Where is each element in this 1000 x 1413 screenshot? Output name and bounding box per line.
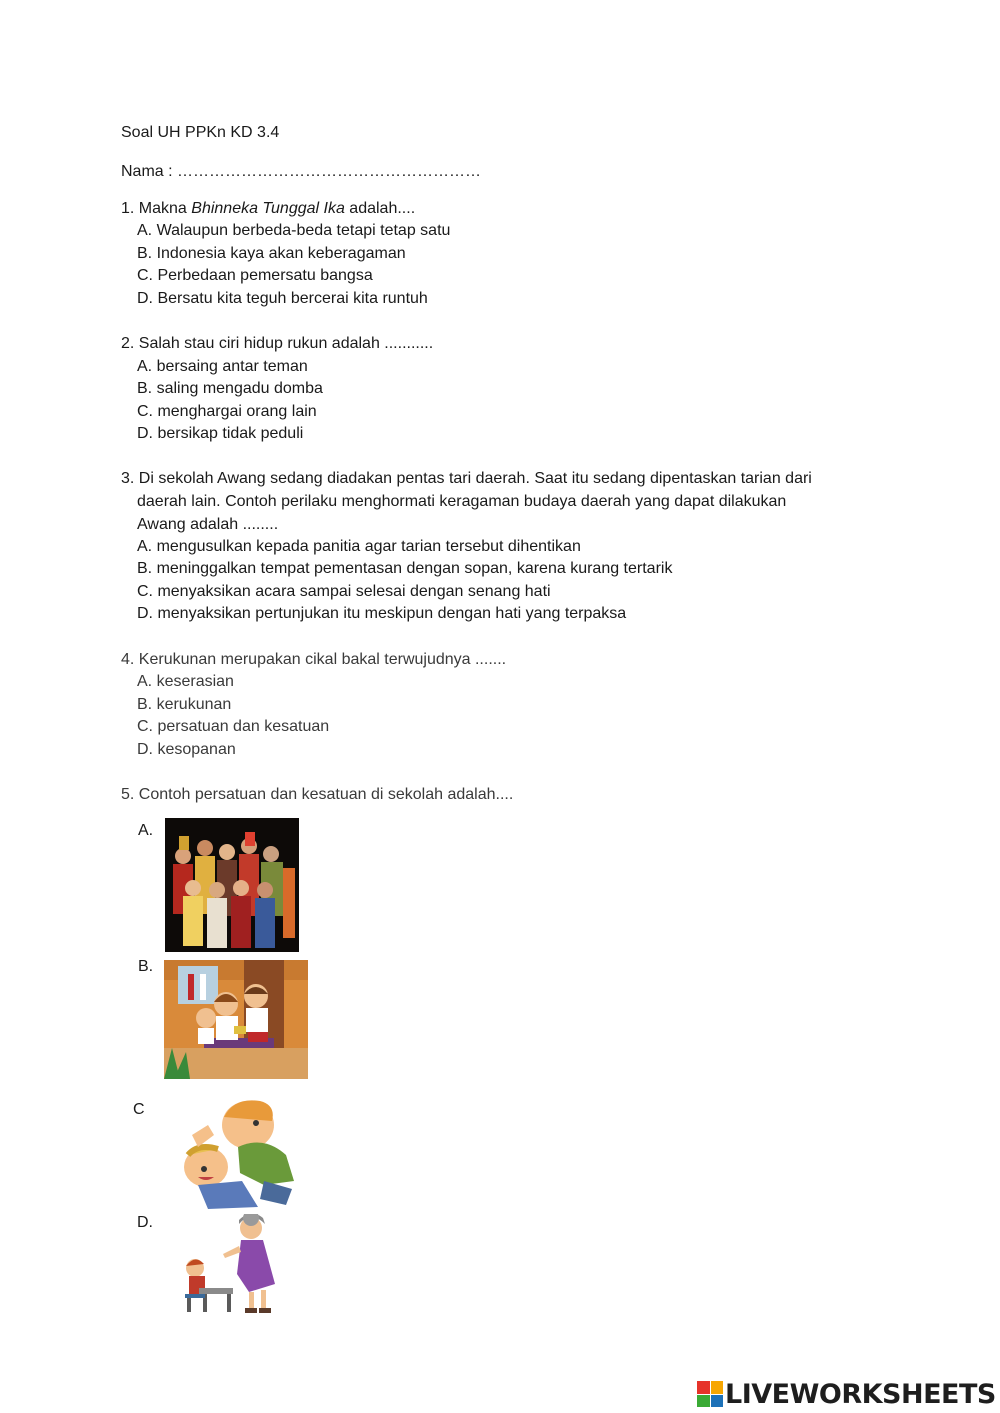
question-3-line-3: Awang adalah ........ [137,516,279,533]
q2-option-c: C. menghargai orang lain [137,403,317,420]
q4-option-c: C. persatuan dan kesatuan [137,718,330,735]
q2-option-d: D. bersikap tidak peduli [137,425,304,442]
q5-label-b: B. [138,958,154,975]
q5-label-c: C [133,1101,145,1118]
q5-picture-b-students-fighting[interactable] [164,960,308,1079]
question-1-prefix: 1. Makna [121,200,192,217]
question-1 [121,198,415,220]
q3-option-d: D. menyaksikan pertunjukan itu meskipun dengan hati yang terpaksa [137,605,627,622]
kids-wrestling-icon [168,1095,302,1213]
q2-option-a: A. bersaing antar teman [137,358,308,375]
question-5: 5. Contoh persatuan dan kesatuan di sekolah adalah.... [121,786,514,803]
question-3-line-1: 3. Di sekolah Awang sedang diadakan pentas tari daerah. Saat itu sedang dipentaskan tarian dari [121,470,812,487]
q5-label-a: A. [138,822,154,839]
teacher-scolding-student-icon [179,1214,287,1316]
name-field-label: Nama : ………………………………………………… [121,163,482,180]
q4-option-d: D. kesopanan [137,741,236,758]
q1-option-b: B. Indonesia kaya akan keberagaman [137,245,406,262]
q5-picture-a-traditional-costumes[interactable] [165,818,299,952]
q1-option-c: C. Perbedaan pemersatu bangsa [137,267,373,284]
q5-label-d: D. [137,1214,153,1231]
q5-picture-c-kids-wrestling[interactable] [168,1095,302,1213]
q2-option-b: B. saling mengadu domba [137,380,323,397]
traditional-costume-group-icon [165,818,299,952]
q1-option-d: D. Bersatu kita teguh bercerai kita runtuh [137,290,428,307]
liveworksheets-logo-icon [697,1381,723,1407]
q1-option-a: A. Walaupun berbeda-beda tetapi tetap satu [137,222,451,239]
q4-option-a: A. keserasian [137,673,234,690]
q4-option-b: B. kerukunan [137,696,232,713]
q5-picture-d-teacher-and-student[interactable] [179,1214,287,1316]
question-1-suffix: adalah.... [344,200,416,217]
q3-option-b: B. meninggalkan tempat pementasan dengan sopan, karena kurang tertarik [137,560,673,577]
question-4: 4. Kerukunan merupakan cikal bakal terwujudnya ....... [121,651,507,668]
brand-text: LIVEWORKSHEETS [725,1378,996,1410]
classroom-scene-icon [164,960,308,1079]
question-2: 2. Salah stau ciri hidup rukun adalah ........... [121,335,434,352]
liveworksheets-brand [697,1378,996,1410]
question-3-line-2: daerah lain. Contoh perilaku menghormati keragaman budaya daerah yang dapat dilakukan [137,493,787,510]
q3-option-c: C. menyaksikan acara sampai selesai dengan senang hati [137,583,551,600]
worksheet-title: Soal UH PPKn KD 3.4 [121,124,280,141]
question-1-italic: Bhinneka Tunggal Ika [191,200,345,217]
q3-option-a: A. mengusulkan kepada panitia agar tarian tersebut dihentikan [137,538,581,555]
